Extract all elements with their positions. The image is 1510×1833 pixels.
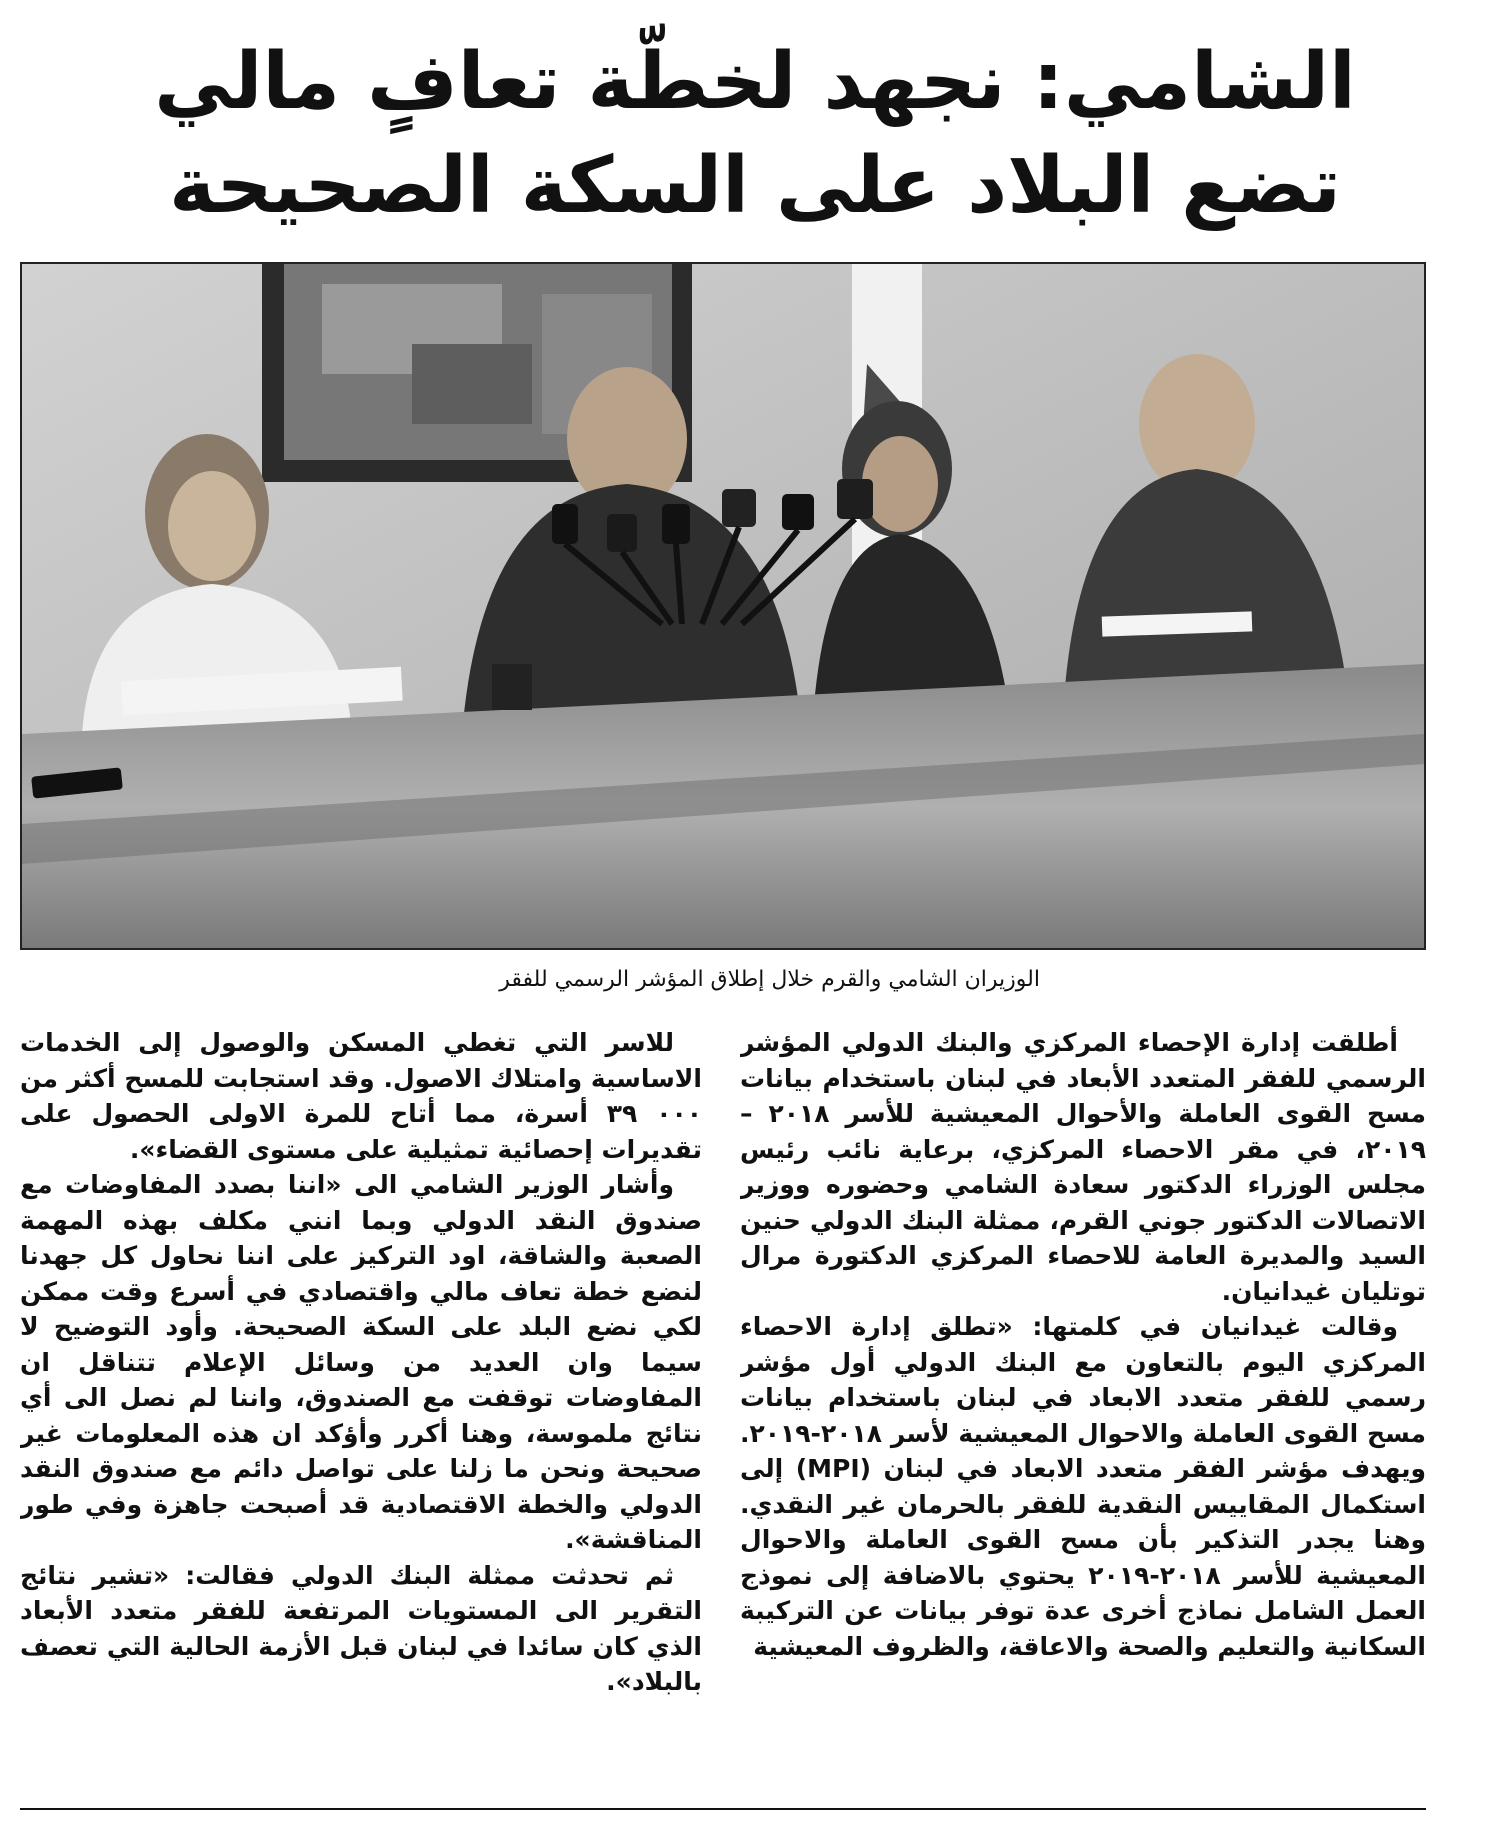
article-photo <box>20 262 1426 950</box>
body-paragraph: وقالت غيدانيان في كلمتها: «تطلق إدارة الاحصاء المركزي اليوم بالتعاون مع البنك الدولي أول مؤشر رسمي للفقر متعدد الابعاد في لبنان باستخدام بيانات مسح القوى العاملة والاحوال المعيشية لأسر ٢٠١٨-٢٠١٩. ويهدف مؤشر الفقر متعدد الابعاد في لبنان (MPI) إلى استكمال المقاييس النقدية للفقر بالحرمان غير النقدي. وهنا يجدر التذكير بأن مسح القوى العاملة والاحوال المعيشية للأسر ٢٠١٨-٢٠١٩ يحتوي بالاضافة إلى نموذج العمل الشامل نماذج أخرى عدة توفر بيانات عن التركيبة السكانية والتعليم والصحة والاعاقة، والظروف المعيشية <box>740 1312 1426 1661</box>
body-column-right <box>740 1025 1426 1785</box>
body-paragraph: للاسر التي تغطي المسكن والوصول إلى الخدمات الاساسية وامتلاك الاصول. وقد استجابت للمسح أكثر من ٠٠٠ ٣٩ أسرة، مما أتاح للمرة الاولى الحصول على تقديرات إحصائية تمثيلية على مستوى القضاء». <box>20 1028 702 1164</box>
body-paragraph: أطلقت إدارة الإحصاء المركزي والبنك الدولي المؤشر الرسمي للفقر المتعدد الأبعاد في لبنان باستخدام بيانات مسح القوى العاملة والأحوال المعيشية للأسر ٢٠١٨ – ٢٠١٩، في مقر الاحصاء المركزي، برعاية نائب رئيس مجلس الوزراء الدكتور سعادة الشامي وحضوره ووزير الاتصالات الدكتور جوني القرم، ممثلة البنك الدولي حنين السيد والمديرة العامة للاحصاء المركزي الدكتورة مرال توتليان غيدانيان. <box>740 1028 1426 1306</box>
headline-line-2: تضع البلاد على السكة الصحيحة <box>169 141 1341 231</box>
bottom-rule <box>20 1808 1426 1810</box>
body-column-left <box>20 1025 702 1785</box>
body-paragraph: وأشار الوزير الشامي الى «اننا بصدد المفاوضات مع صندوق النقد الدولي وبما انني مكلف بهذه المهمة الصعبة والشاقة، اود التركيز على اننا نحاول كل جهدنا لنضع خطة تعاف مالي واقتصادي في أسرع وقت ممكن لكي نضع البلد على السكة الصحيحة. وأود التوضيح لا سيما وان العديد من وسائل الإعلام تتناقل ان المفاوضات توقفت مع الصندوق، واننا لم نصل الى أي نتائج ملموسة، وهنا أكرر وأؤكد ان هذه المعلومات غير صحيحة ونحن ما زلنا على تواصل دائم مع صندوق النقد الدولي والخطة الاقتصادية قد أصبحت جاهزة وفي طور المناقشة». <box>20 1170 702 1554</box>
photo-caption: الوزيران الشامي والقرم خلال إطلاق المؤشر الرسمي للفقر <box>499 967 1040 992</box>
article-headline <box>60 30 1450 238</box>
mic-base <box>492 664 532 710</box>
press-conference-photo <box>22 264 1424 948</box>
body-paragraph: ثم تحدثت ممثلة البنك الدولي فقالت: «تشير نتائج التقرير الى المستويات المرتفعة للفقر متعدد الأبعاد الذي كان سائدا في لبنان قبل الأزمة الحالية التي تعصف بالبلاد». <box>20 1560 702 1696</box>
headline-line-1: الشامي: نجهد لخطّة تعافٍ مالي <box>154 37 1356 127</box>
